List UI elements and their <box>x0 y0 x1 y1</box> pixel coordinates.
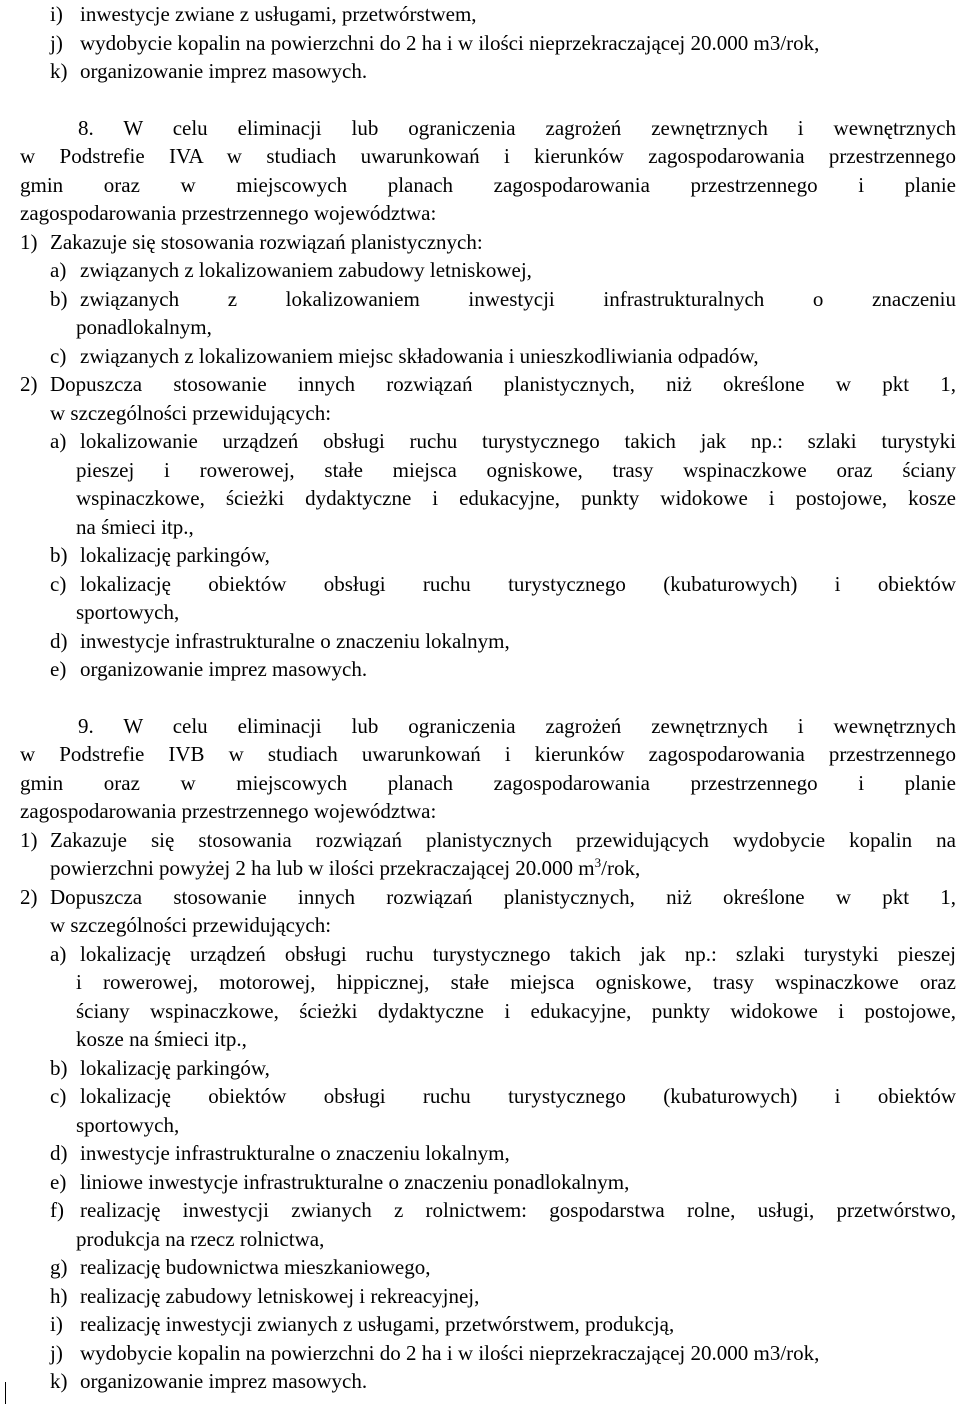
s8-point-1b: b) związanych z lokalizowaniem inwestycji infrastrukturalnych o znaczeniu <box>50 286 956 311</box>
s9-point-2j: j) wydobycie kopalin na powierzchni do 2 ha i w ilości nieprzekraczającej 20.000 m3/rok, <box>50 1340 820 1365</box>
list-item-i: i) inwestycje zwiane z usługami, przetwórstwem, <box>50 2 477 26</box>
list-item-k: k) organizowanie imprez masowych. <box>50 59 368 83</box>
s8-point-2e: e) organizowanie imprez masowych. <box>50 657 368 681</box>
section-9-heading-line-1: 9. W celu eliminacji lub ograniczenia zagrożeń zewnętrznych i wewnętrznych <box>78 713 956 738</box>
s9-point-2d: d) inwestycje infrastrukturalne o znaczeniu lokalnym, <box>50 1141 510 1165</box>
s9-point-2b: b) lokalizację parkingów, <box>50 1055 270 1080</box>
s9-point-2a-cont-3: kosze na śmieci itp., <box>76 1027 247 1051</box>
s9-point-2k: k) organizowanie imprez masowych. <box>50 1369 368 1393</box>
s9-point-2a-cont-1: i rowerowej, motorowej, hippicznej, stałe miejsca ogniskowe, trasy wspinaczkowe oraz <box>76 970 956 994</box>
change-bar <box>5 1382 6 1404</box>
s9-point-2e: e) liniowe inwestycje infrastrukturalne o znaczeniu ponadlokalnym, <box>50 1169 630 1194</box>
s9-point-2c-cont: sportowych, <box>76 1112 180 1137</box>
section-9-heading-line-2: w Podstrefie IVB w studiach uwarunkowań i kierunków zagospodarowania przestrzennego <box>20 742 956 766</box>
section-9-heading-line-4: zagospodarowania przestrzennego województwa: <box>20 799 437 823</box>
s9-point-2i: i) realizację inwestycji zwianych z usługami, przetwórstwem, produkcją, <box>50 1312 675 1336</box>
s8-point-2c: c) lokalizację obiektów obsługi ruchu turystycznego (kubaturowych) i obiektów <box>50 571 956 596</box>
section-8-heading-line-1: 8. W celu eliminacji lub ograniczenia zagrożeń zewnętrznych i wewnętrznych <box>78 115 956 140</box>
section-9-heading-line-3: gmin oraz w miejscowych planach zagospodarowania przestrzennego i planie <box>20 770 956 795</box>
spacer <box>20 684 956 712</box>
s9-point-2f: f) realizację inwestycji zwianych z rolnictwem: gospodarstwa rolne, usługi, przetwórstwo, <box>50 1198 956 1222</box>
s8-point-2: 2) Dopuszcza stosowanie innych rozwiązań planistycznych, niż określone w pkt 1, <box>20 372 956 396</box>
s9-point-2f-cont: produkcja na rzecz rolnictwa, <box>76 1226 325 1251</box>
document-page <box>20 0 956 1396</box>
s9-point-2g: g) realizację budownictwa mieszkaniowego, <box>50 1255 431 1279</box>
s8-point-1c: c) związanych z lokalizowaniem miejsc składowania i unieszkodliwiania odpadów, <box>50 343 759 368</box>
s8-point-2a-cont-1: pieszej i rowerowej, stałe miejsca ogniskowe, trasy wspinaczkowe oraz ściany <box>76 457 956 482</box>
list-item-j: j) wydobycie kopalin na powierzchni do 2 ha i w ilości nieprzekraczającej 20.000 m3/rok, <box>50 30 820 55</box>
s9-point-2c: c) lokalizację obiektów obsługi ruchu turystycznego (kubaturowych) i obiektów <box>50 1084 956 1108</box>
s8-point-2a: a) lokalizowanie urządzeń obsługi ruchu turystycznego takich jak np.: szlaki turystyki <box>50 429 956 453</box>
s9-point-2a: a) lokalizację urządzeń obsługi ruchu turystycznego takich jak np.: szlaki turystyki pieszej <box>50 941 956 966</box>
s8-point-2b: b) lokalizację parkingów, <box>50 543 270 567</box>
s8-point-2a-cont-2: wspinaczkowe, ścieżki dydaktyczne i edukacyjne, punkty widokowe i postojowe, kosze <box>76 486 956 510</box>
s8-point-2c-cont: sportowych, <box>76 600 180 624</box>
section-8-heading-line-4: zagospodarowania przestrzennego województwa: <box>20 201 437 225</box>
s9-point-2h: h) realizację zabudowy letniskowej i rekreacyjnej, <box>50 1283 480 1308</box>
section-8-heading-line-2: w Podstrefie IVA w studiach uwarunkowań i kierunków zagospodarowania przestrzennego <box>20 144 956 168</box>
spacer <box>20 86 956 114</box>
s8-point-2d: d) inwestycje infrastrukturalne o znaczeniu lokalnym, <box>50 628 510 653</box>
s8-point-2-cont: w szczególności przewidujących: <box>50 400 332 425</box>
s8-point-1a: a) związanych z lokalizowaniem zabudowy letniskowej, <box>50 258 532 282</box>
s8-point-2a-cont-3: na śmieci itp., <box>76 514 194 539</box>
section-8-heading-line-3: gmin oraz w miejscowych planach zagospodarowania przestrzennego i planie <box>20 172 956 197</box>
s9-point-1: 1) Zakazuje się stosowania rozwiązań planistycznych przewidujących wydobycie kopalin na <box>20 827 956 852</box>
s9-point-2-cont: w szczególności przewidujących: <box>50 913 332 937</box>
superscript: 3 <box>594 855 602 870</box>
s9-point-1-cont: powierzchni powyżej 2 ha lub w ilości przekraczającej 20.000 $m^3$/rok, <box>50 855 641 880</box>
s8-point-1: 1) Zakazuje się stosowania rozwiązań planistycznych: <box>20 229 483 254</box>
s8-point-1b-cont: ponadlokalnym, <box>76 315 212 339</box>
s9-point-2a-cont-2: ściany wspinaczkowe, ścieżki dydaktyczne i edukacyjne, punkty widokowe i postojowe, <box>76 998 956 1023</box>
s9-point-2: 2) Dopuszcza stosowanie innych rozwiązań planistycznych, niż określone w pkt 1, <box>20 884 956 909</box>
